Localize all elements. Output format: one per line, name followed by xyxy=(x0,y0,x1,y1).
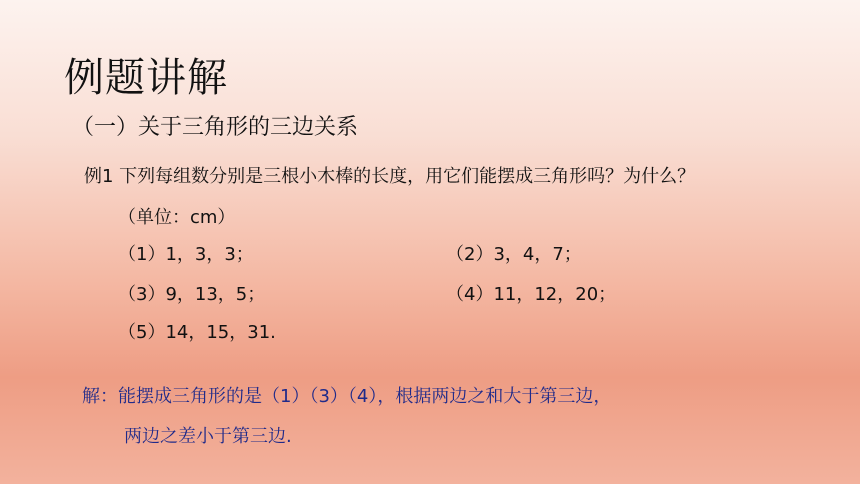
question-item: （2）3，4，7； xyxy=(446,244,582,265)
slide-title: 例题讲解 xyxy=(64,55,228,101)
question-item: （1）1，3，3； xyxy=(118,244,254,265)
answer-line-1: 解：能摆成三角形的是（1）（3）（4），根据两边之和大于第三边， xyxy=(82,386,612,407)
question-item: （4）11，12，20； xyxy=(446,284,617,305)
question-item: （5）14，15，31. xyxy=(118,322,276,343)
slide-subtitle: （一）关于三角形的三边关系 xyxy=(72,115,359,140)
answer-line-2: 两边之差小于第三边. xyxy=(124,426,292,447)
question-unit: （单位：cm） xyxy=(118,207,236,228)
question-prompt: 例1 下列每组数分别是三根小木棒的长度，用它们能摆成三角形吗？为什么？ xyxy=(84,166,696,187)
question-item: （3）9，13，5； xyxy=(118,284,266,305)
